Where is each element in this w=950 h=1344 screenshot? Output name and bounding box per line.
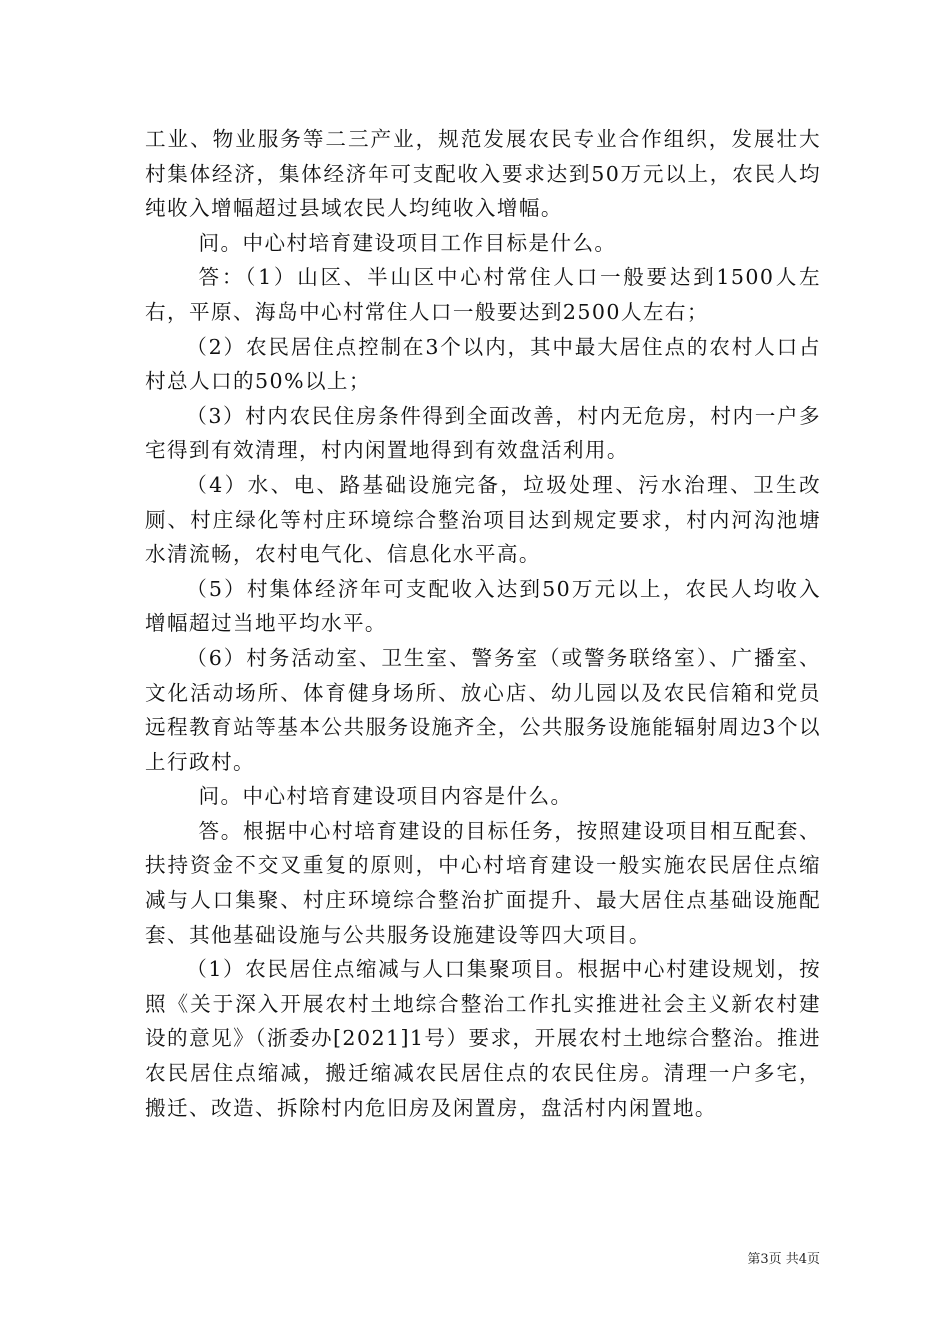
list-item-paragraph: （5）村集体经济年可支配收入达到50万元以上，农民人均收入增幅超过当地平均水平。 bbox=[145, 576, 821, 636]
list-item-paragraph: （3）村内农民住房条件得到全面改善，村内无危房，村内一户多宅得到有效清理，村内闲置地得到有效盘活利用。 bbox=[145, 403, 821, 463]
list-item-paragraph: （6）村务活动室、卫生室、警务室（或警务联络室）、广播室、文化活动场所、体育健身场所、放心店、幼儿园以及农民信箱和党员远程教育站等基本公共服务设施齐全，公共服务设施能辐射周边3个以上行政村。 bbox=[145, 645, 821, 774]
answer-paragraph: 答。根据中心村培育建设的目标任务，按照建设项目相互配套、扶持资金不交叉重复的原则，中心村培育建设一般实施农民居住点缩减与人口集聚、村庄环境综合整治扩面提升、最大居住点基础设施配套、其他基础设施与公共服务设施建设等四大项目。 bbox=[145, 818, 821, 947]
list-item-paragraph: （1）农民居住点缩减与人口集聚项目。根据中心村建设规划，按照《关于深入开展农村土地综合整治工作扎实推进社会主义新农村建设的意见》（浙委办[2021]1号）要求，开展农村土地综合整治。推进农民居住点缩减，搬迁缩减农民居住点的农民住房。清理一户多宅，搬迁、改造、拆除村内危旧房及闲置房，盘活村内闲置地。 bbox=[145, 957, 821, 1120]
question-paragraph: 问。中心村培育建设项目工作目标是什么。 bbox=[198, 230, 617, 255]
list-item-paragraph: （2）农民居住点控制在3个以内，其中最大居住点的农村人口占村总人口的50%以上； bbox=[145, 334, 821, 394]
question-paragraph: 问。中心村培育建设项目内容是什么。 bbox=[198, 784, 573, 809]
answer-paragraph: 答：（1）山区、半山区中心村常住人口一般要达到1500人左右，平原、海岛中心村常住人口一般要达到2500人左右； bbox=[145, 265, 821, 324]
list-item-paragraph: （4）水、电、路基础设施完备，垃圾处理、污水治理、卫生改厕、村庄绿化等村庄环境综合整治项目达到规定要求，村内河沟池塘水清流畅，农村电气化、信息化水平高。 bbox=[145, 472, 821, 567]
paragraph-continuation: 工业、物业服务等二三产业，规范发展农民专业合作组织，发展壮大村集体经济，集体经济年可支配收入要求达到50万元以上，农民人均纯收入增幅超过县域农民人均纯收入增幅。 bbox=[145, 127, 821, 221]
page-number-footer: 第3页 共4页 bbox=[747, 1252, 820, 1267]
document-body bbox=[145, 122, 821, 1125]
